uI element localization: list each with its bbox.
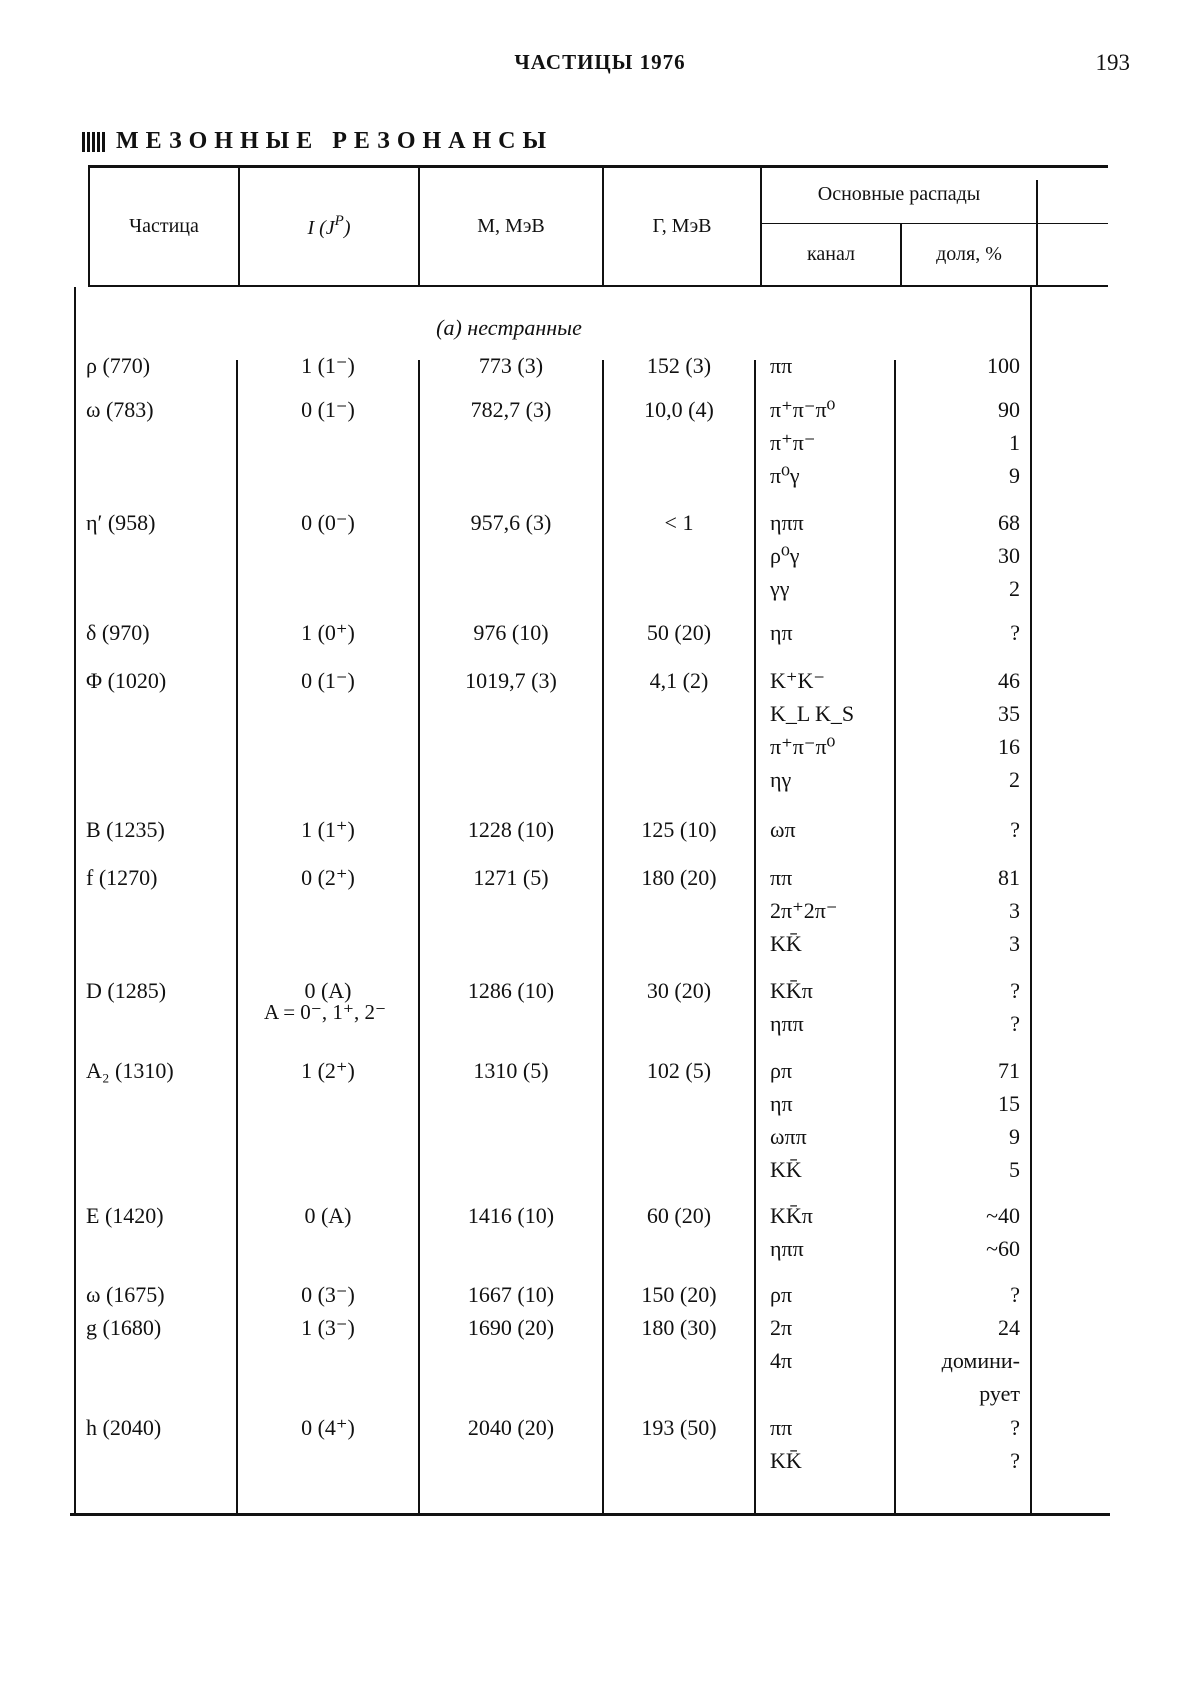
- decay-channel: KK̄π: [770, 1203, 813, 1228]
- decay-fraction: 24: [998, 1315, 1020, 1340]
- section-marker-icon: [82, 132, 106, 152]
- ijp-value: 0 (1⁻): [301, 397, 355, 422]
- decay-fraction: ?: [1010, 620, 1020, 645]
- decay-fraction: 16: [998, 734, 1020, 759]
- ijp-value: 0 (2⁺): [301, 865, 355, 890]
- col-header-particle: Частица: [129, 215, 199, 237]
- ijp-value: 0 (3⁻): [301, 1282, 355, 1307]
- decay-channel: γγ: [770, 576, 790, 601]
- decay-fraction: ?: [1010, 1448, 1020, 1473]
- mass-value: 1690 (20): [467, 1315, 555, 1340]
- decay-fraction: 100: [987, 353, 1020, 378]
- resonance-table: [70, 165, 1130, 1645]
- mass-value: 1667 (10): [467, 1282, 555, 1307]
- decay-fraction: 3: [1009, 931, 1020, 956]
- section-heading: [82, 128, 553, 155]
- decay-fraction: ?: [1010, 1415, 1020, 1440]
- decay-fraction: ?: [1010, 978, 1020, 1003]
- particle-name: D (1285): [86, 978, 167, 1003]
- width-value: 50 (20): [646, 620, 712, 645]
- ijp-value: 1 (0⁺): [301, 620, 355, 645]
- particle-name: E (1420): [86, 1203, 164, 1228]
- decay-fraction: ~40: [986, 1203, 1020, 1228]
- decay-fraction: 5: [1009, 1157, 1020, 1182]
- width-value: 102 (5): [646, 1058, 712, 1083]
- decay-channel: ρπ: [770, 1282, 793, 1307]
- decay-fraction: 3: [1009, 898, 1020, 923]
- particle-name: A₂ (1310): [86, 1058, 174, 1083]
- decay-channel: ρπ: [770, 1058, 793, 1083]
- mass-value: 1019,7 (3): [465, 668, 557, 693]
- mass-value: 2040 (20): [467, 1415, 555, 1440]
- frame-left-rule: [74, 287, 76, 1515]
- page-number: 193: [1095, 50, 1130, 75]
- decay-fraction: 90: [998, 397, 1020, 422]
- decay-channel: 2π⁺2π⁻: [770, 898, 838, 923]
- particle-name: η′ (958): [86, 510, 156, 535]
- decay-channel: ηππ: [770, 510, 804, 535]
- width-value: 180 (30): [641, 1315, 717, 1340]
- ijp-note: A = 0⁻, 1⁺, 2⁻: [263, 1000, 387, 1024]
- decay-fraction: ?: [1010, 1282, 1020, 1307]
- frame-right-rule: [1036, 180, 1038, 285]
- col-header-channel: канал: [806, 243, 856, 265]
- decay-channel: ωπ: [770, 817, 796, 842]
- decays-sub-rule: [760, 223, 1108, 224]
- mass-value: 1228 (10): [467, 817, 555, 842]
- decay-fraction: домини-: [941, 1348, 1020, 1373]
- particle-name: h (2040): [86, 1415, 162, 1440]
- decay-channel: KK̄: [770, 931, 802, 956]
- decay-channel: ππ: [770, 1415, 793, 1440]
- ijp-value: 1 (3⁻): [301, 1315, 355, 1340]
- ijp-value: 1 (1⁻): [301, 353, 355, 378]
- subsection-title: (a) нестранные: [436, 315, 582, 340]
- decay-fraction: рует: [979, 1381, 1020, 1406]
- section-title: МЕЗОННЫЕ РЕЗОНАНСЫ: [116, 128, 554, 154]
- decay-fraction: 30: [998, 543, 1020, 568]
- decay-channel: ηππ: [770, 1236, 804, 1261]
- width-value: 150 (20): [641, 1282, 717, 1307]
- width-value: 125 (10): [641, 817, 717, 842]
- decay-fraction: 81: [998, 865, 1020, 890]
- decay-fraction: 9: [1009, 463, 1020, 488]
- decay-fraction: ?: [1010, 1011, 1020, 1036]
- decay-channel: ηπ: [770, 620, 793, 645]
- decay-fraction: 2: [1009, 576, 1020, 601]
- decay-channel: K⁺K⁻: [770, 668, 825, 693]
- mass-value: 782,7 (3): [470, 397, 552, 422]
- decay-channel: 4π: [770, 1348, 793, 1373]
- decay-channel: K_L K_S: [770, 701, 855, 726]
- table-top-rule: [88, 165, 1108, 168]
- decay-channel: 2π: [770, 1315, 793, 1340]
- decay-fraction: 46: [998, 668, 1020, 693]
- decay-channel: ηππ: [770, 1011, 804, 1036]
- decay-fraction: 1: [1009, 430, 1020, 455]
- decay-channel: ππ: [770, 353, 793, 378]
- col-header-fraction: доля, %: [936, 243, 1002, 265]
- ijp-value: 0 (1⁻): [301, 668, 355, 693]
- ijp-value: 0 (4⁺): [301, 1415, 355, 1440]
- width-value: 4,1 (2): [649, 668, 709, 693]
- decay-channel: KK̄: [770, 1157, 802, 1182]
- ijp-value: 0 (A): [304, 1203, 352, 1228]
- decay-fraction: 2: [1009, 767, 1020, 792]
- width-value: 193 (50): [641, 1415, 717, 1440]
- page-header-title: ЧАСТИЦЫ 1976: [514, 50, 686, 74]
- frame-right-rule: [1030, 287, 1032, 1515]
- decay-fraction: 71: [998, 1058, 1020, 1083]
- width-value: 152 (3): [646, 353, 712, 378]
- decay-channel: KK̄: [770, 1448, 802, 1473]
- col-header-mass: M, МэВ: [477, 215, 545, 237]
- decay-channel: ωππ: [770, 1124, 807, 1149]
- width-value: 10,0 (4): [644, 397, 714, 422]
- mass-value: 957,6 (3): [470, 510, 552, 535]
- col-rule: [894, 360, 896, 1513]
- particle-name: Φ (1020): [86, 668, 167, 693]
- decay-channel: ππ: [770, 865, 793, 890]
- decay-channel: π⁺π⁻π⁰: [770, 734, 836, 759]
- col-header-decays: Основные распады: [817, 183, 981, 205]
- decay-channel: ηγ: [770, 767, 792, 792]
- width-value: 30 (20): [646, 978, 712, 1003]
- table-bottom-rule: [70, 1513, 1110, 1516]
- particle-name: f (1270): [86, 865, 158, 890]
- col-header-ijp: I $(J^P)$: [307, 213, 351, 239]
- mass-value: 773 (3): [478, 353, 544, 378]
- particle-name: ω (1675): [86, 1282, 165, 1307]
- width-value: 60 (20): [646, 1203, 712, 1228]
- decay-fraction: ?: [1010, 817, 1020, 842]
- mass-value: 1286 (10): [467, 978, 555, 1003]
- mass-value: 1271 (5): [473, 865, 549, 890]
- particle-name: ρ (770): [86, 353, 151, 378]
- particle-name: ω (783): [86, 397, 154, 422]
- particle-name: g (1680): [86, 1315, 162, 1340]
- col-rule: [754, 360, 756, 1513]
- header-bottom-rule: [88, 285, 1108, 287]
- decay-channel: π⁺π⁻π⁰: [770, 397, 836, 422]
- mass-value: 1416 (10): [467, 1203, 555, 1228]
- ijp-value: 0 (A): [304, 978, 352, 1003]
- ijp-value: 1 (2⁺): [301, 1058, 355, 1083]
- particle-name: δ (970): [86, 620, 150, 645]
- decay-channel: ρ⁰γ: [770, 543, 800, 568]
- ijp-value: 1 (1⁺): [301, 817, 355, 842]
- width-value: < 1: [664, 510, 694, 535]
- decay-fraction: 15: [998, 1091, 1020, 1116]
- decay-fraction: 35: [998, 701, 1020, 726]
- decay-fraction: 9: [1009, 1124, 1020, 1149]
- col-header-width: Г, МэВ: [652, 215, 712, 237]
- decay-fraction: 68: [998, 510, 1020, 535]
- mass-value: 976 (10): [473, 620, 549, 645]
- decay-channel: KK̄π: [770, 978, 813, 1003]
- ijp-value: 0 (0⁻): [301, 510, 355, 535]
- particle-name: B (1235): [86, 817, 165, 842]
- decay-channel: π⁺π⁻: [770, 430, 816, 455]
- decay-channel: ηπ: [770, 1091, 793, 1116]
- decay-channel: π⁰γ: [770, 463, 800, 488]
- decay-fraction: ~60: [986, 1236, 1020, 1261]
- mass-value: 1310 (5): [473, 1058, 549, 1083]
- width-value: 180 (20): [641, 865, 717, 890]
